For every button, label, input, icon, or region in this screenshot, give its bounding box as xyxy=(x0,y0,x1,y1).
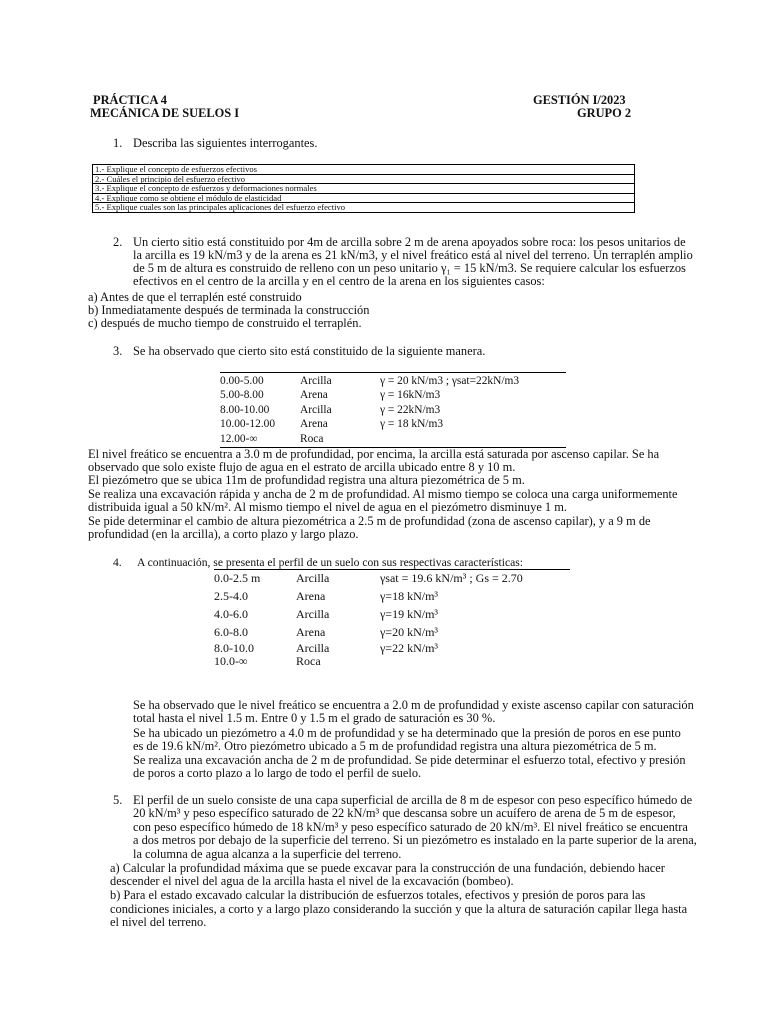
depth-cell: 5.00-8.00 xyxy=(220,389,264,402)
question-cell: 4.- Explique como se obtiene el módulo de elasticidad xyxy=(93,193,635,203)
q5-part-a: descender el nivel del agua de la arcilla hasta el nivel de la excavación (bombeo). xyxy=(110,874,514,888)
depth-cell: 8.0-10.0 xyxy=(214,641,254,655)
soil-cell: Roca xyxy=(300,432,324,445)
q3-paragraph: Se realiza una excavación rápida y ancha de 2 m de profundidad. Al mismo tiempo se coloca una carga uniformemente xyxy=(88,487,678,501)
soil-cell: Arena xyxy=(296,589,326,603)
soil-cell: Roca xyxy=(296,654,321,668)
q1-question-table xyxy=(92,164,635,213)
soil-cell: Arcilla xyxy=(300,403,332,416)
table-row xyxy=(214,641,570,655)
q4-line: es de 19.6 kN/m². Otro piezómetro ubicado a 5 m de profundidad registra una altura piezométrica de 5 m. xyxy=(133,739,657,753)
q4-intro: A continuación, se presenta el perfil de un suelo con sus respectivas características: xyxy=(137,556,523,569)
q5-line: la columna de agua alcanza a la superficie del terreno. xyxy=(133,847,402,861)
q5-part-a: a) Calcular la profundidad máxima que se puede excavar para la construcción de una fundación, debiendo hacer xyxy=(110,861,665,875)
q2-case-c: c) después de mucho tiempo de construido el terraplén. xyxy=(88,316,362,330)
property-cell: γ = 22kN/m3 xyxy=(380,403,441,416)
q2-line: la arcilla es 19 kN/m3 y de la arena es 21 kN/m3, y el nivel freático está al nivel del terreno. Un terraplén amplio xyxy=(133,248,693,262)
q5-part-b: condiciones iniciales, a corto y a largo plazo considerando la succión y que la altura de saturación capilar llega hasta xyxy=(110,902,688,916)
table-row xyxy=(93,184,635,194)
depth-cell: 10.0-∞ xyxy=(214,654,248,668)
property-cell: γ=20 kN/m³ xyxy=(380,625,439,639)
table-row xyxy=(220,403,566,417)
course-title: MECÁNICA DE SUELOS I xyxy=(90,106,240,120)
property-cell: γsat = 19.6 kN/m³ ; Gs = 2.70 xyxy=(380,571,523,585)
question-cell: 1.- Explique el concepto de esfuerzos efectivos xyxy=(93,165,635,175)
q4-line: de poros a corto plazo a lo largo de todo el perfil de suelo. xyxy=(133,766,422,780)
table-row xyxy=(220,432,566,446)
table-row xyxy=(214,655,570,668)
table-row xyxy=(93,165,635,175)
q5-line: con peso específico húmedo de 18 kN/m³ y peso específico saturado de 20 kN/m³. El nivel freático se encuentra xyxy=(133,820,688,834)
depth-cell: 0.0-2.5 m xyxy=(214,571,261,585)
soil-cell: Arcilla xyxy=(296,571,330,585)
depth-cell: 2.5-4.0 xyxy=(214,589,248,603)
question-cell: 2.- Cuáles el principio del esfuerzo efectivo xyxy=(93,174,635,184)
depth-cell: 10.00-12.00 xyxy=(220,418,276,431)
depth-cell: 4.0-6.0 xyxy=(214,607,248,621)
practice-title: PRÁCTICA 4 xyxy=(93,93,168,107)
table-top-rule xyxy=(220,372,566,373)
property-cell: γ = 16kN/m3 xyxy=(380,389,441,402)
q4-soil-table xyxy=(214,569,570,668)
depth-cell: 0.00-5.00 xyxy=(220,375,264,387)
q2-case-a: a) Antes de que el terraplén esté construido xyxy=(88,290,302,304)
q3-soil-table xyxy=(220,374,566,446)
term-label: GESTIÓN I/2023 xyxy=(533,93,626,107)
property-cell xyxy=(380,655,570,668)
q3-paragraph: profundidad (en la arcilla), a corto plazo y largo plazo. xyxy=(88,527,359,541)
q1-text: Describa las siguientes interrogantes. xyxy=(133,136,318,150)
q3-paragraph: El piezómetro que se ubica 11m de profundidad registra una altura piezométrica de 5 m. xyxy=(88,473,525,487)
q3-number: 3. xyxy=(113,344,123,358)
table-row xyxy=(220,388,566,402)
q5-line: 20 kN/m³ y peso específico saturado de 22 kN/m³ que descansa sobre un acuífero de arena de 5 m de espesor, xyxy=(133,806,676,820)
property-cell: γ = 18 kN/m3 xyxy=(380,418,444,431)
q1-number: 1. xyxy=(113,136,123,150)
q5-part-b: el nivel del terreno. xyxy=(110,915,207,929)
soil-cell: Arcilla xyxy=(296,641,330,655)
property-cell: γ = 20 kN/m3 ; γsat=22kN/m3 xyxy=(380,375,520,387)
q2-case-b: b) Inmediatamente después de terminada la construcción xyxy=(88,303,370,317)
soil-cell: Arena xyxy=(296,625,326,639)
table-row xyxy=(220,417,566,431)
table-row xyxy=(214,587,570,605)
depth-cell: 6.0-8.0 xyxy=(214,625,248,639)
q3-paragraph: distribuida igual a 50 kN/m². Al mismo tiempo el nivel de agua en el piezómetro disminuye 1 m. xyxy=(88,500,567,514)
q2-number: 2. xyxy=(113,235,123,249)
q3-intro: Se ha observado que cierto sito está constituido de la siguiente manera. xyxy=(133,344,486,358)
property-cell: γ=19 kN/m³ xyxy=(380,607,439,621)
depth-cell: 8.00-10.00 xyxy=(220,403,270,416)
table-row xyxy=(220,374,566,388)
soil-cell: Arcilla xyxy=(300,375,332,387)
q5-line: El perfil de un suelo consiste de una capa superficial de arcilla de 8 m de espesor con peso específico húmedo de xyxy=(133,793,693,807)
q2-line: Un cierto sitio está constituido por 4m de arcilla sobre 2 m de arena apoyados sobre roca: los pesos unitarios de xyxy=(133,235,686,249)
q5-line: a dos metros por debajo de la superficie del terreno. Si un piezómetro es instalado en la parte superior de la arena, xyxy=(133,833,697,847)
table-row xyxy=(214,623,570,641)
soil-cell: Arcilla xyxy=(296,607,330,621)
property-cell: γ=22 kN/m³ xyxy=(380,641,439,655)
q5-part-b: b) Para el estado excavado calcular la distribución de esfuerzos totales, efectivos y presión de poros para las xyxy=(110,888,646,902)
soil-cell: Arena xyxy=(300,418,328,431)
q4-line: Se realiza una excavación ancha de 2 m de profundidad. Se pide determinar el esfuerzo total, efectivo y presión xyxy=(133,753,686,767)
question-cell: 3.- Explique el concepto de esfuerzos y deformaciones normales xyxy=(93,184,635,194)
q4-line: Se ha ubicado un piezómetro a 4.0 m de profundidad y se ha determinado que la presión de poros en ese punto xyxy=(133,726,681,740)
q2-line: de 5 m de altura es construido de relleno con un peso unitario γ₁ = 15 kN/m3. Se requiere calcular los esfuerzos xyxy=(133,261,686,275)
q4-number: 4. xyxy=(113,556,122,569)
q2-line: efectivos en el centro de la arcilla y en el centro de la arena en los siguientes casos: xyxy=(133,274,545,288)
depth-cell: 12.00-∞ xyxy=(220,432,258,445)
table-row xyxy=(214,605,570,623)
q3-paragraph: El nivel freático se encuentra a 3.0 m de profundidad, por encima, la arcilla está saturada por ascenso capilar. Se ha xyxy=(88,447,660,461)
table-row xyxy=(214,569,570,587)
soil-cell: Arena xyxy=(300,389,328,402)
table-row xyxy=(93,203,635,213)
property-cell xyxy=(380,432,566,446)
property-cell: γ=18 kN/m³ xyxy=(380,589,439,603)
q5-number: 5. xyxy=(113,793,123,807)
q3-paragraph: observado que solo existe flujo de agua en el estrato de arcilla ubicado entre 8 y 10 m. xyxy=(88,460,516,474)
q3-paragraph: Se pide determinar el cambio de altura piezométrica a 2.5 m de profundidad (zona de ascenso capilar), y a 9 m de xyxy=(88,514,651,528)
q4-line: total hasta el nivel 1.5 m. Entre 0 y 1.5 m el grado de saturación es 30 %. xyxy=(133,711,496,725)
group-label: GRUPO 2 xyxy=(577,106,632,120)
q4-line: Se ha observado que le nivel freático se encuentra a 2.0 m de profundidad y existe ascenso capilar con saturación xyxy=(133,698,694,712)
question-cell: 5.- Explique cuales son las principales aplicaciones del esfuerzo efectivo xyxy=(93,203,635,213)
